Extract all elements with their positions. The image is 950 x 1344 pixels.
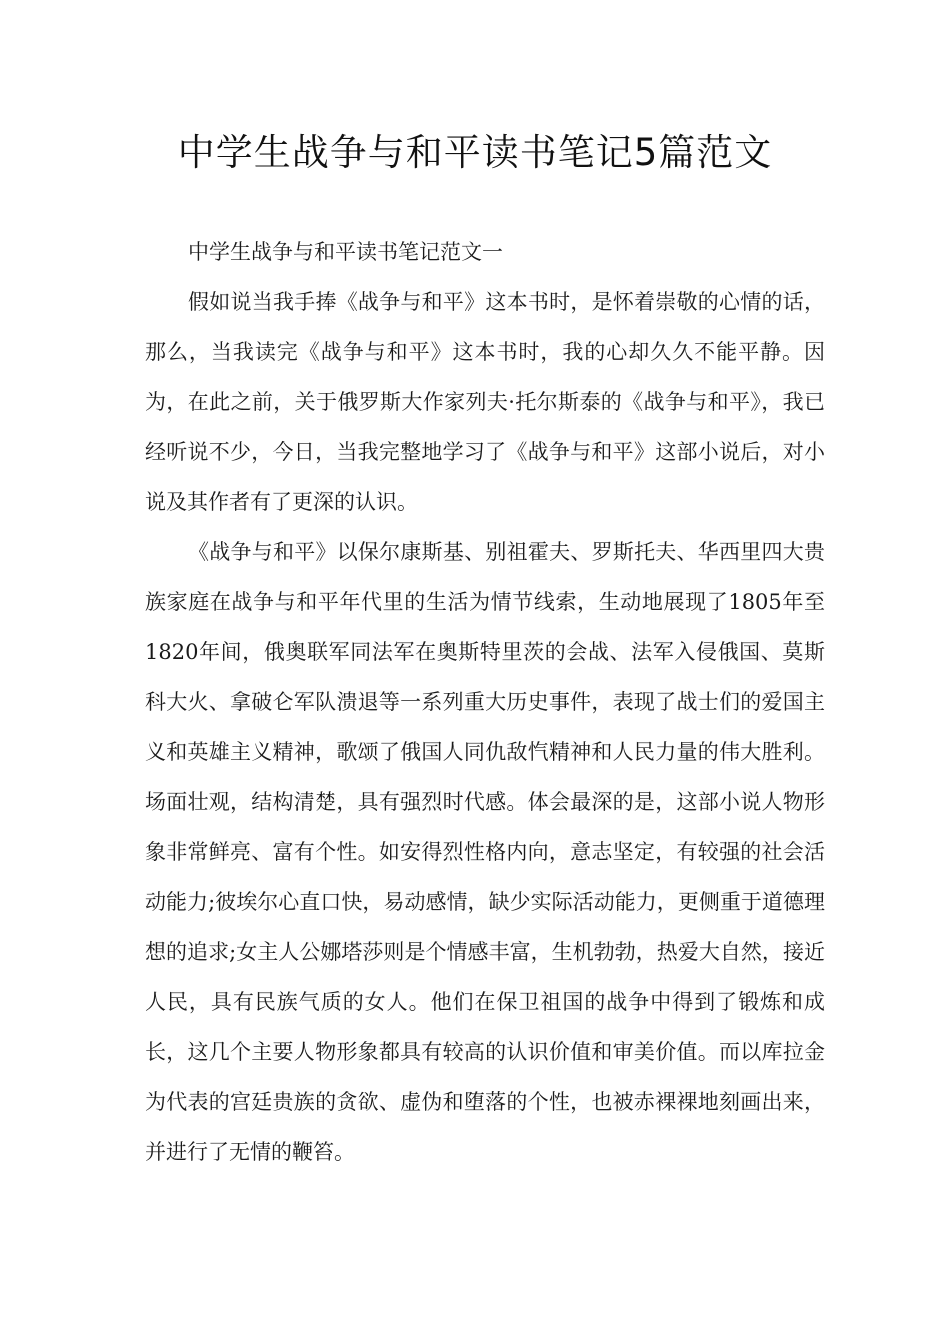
section-heading: 中学生战争与和平读书笔记范文一 [188,240,503,264]
document-title: 中学生战争与和平读书笔记5篇范文 [177,131,773,174]
paragraph-intro: 假如说当我手捧《战争与和平》这本书时，是怀着崇敬的心情的话，那么，当我读完《战争与和平》这本书时，我的心却久久不能平静。因为，在此之前，关于俄罗斯大作家列夫·托尔斯泰的《战争与和平》，我已经听说不少，今日，当我完整地学习了《战争与和平》这部小说后，对小说及其作者有了更深的认识。 [145,290,825,514]
document-body [145,227,825,1177]
paragraph-summary: 《战争与和平》以保尔康斯基、别祖霍夫、罗斯托夫、华西里四大贵族家庭在战争与和平年代里的生活为情节线索，生动地展现了1805年至1820年间，俄奥联军同法军在奥斯特里茨的会战、法军入侵俄国、莫斯科大火、拿破仑军队溃退等一系列重大历史事件，表现了战士们的爱国主义和英雄主义精神，歌颂了俄国人同仇敌忾精神和人民力量的伟大胜利。场面壮观，结构清楚，具有强烈时代感。体会最深的是，这部小说人物形象非常鲜亮、富有个性。如安得烈性格内向，意志坚定，有较强的社会活动能力;彼埃尔心直口快，易动感情，缺少实际活动能力，更侧重于道德理想的追求;女主人公娜塔莎则是个情感丰富，生机勃勃，热爱大自然，接近人民，具有民族气质的女人。他们在保卫祖国的战争中得到了锻炼和成长，这几个主要人物形象都具有较高的认识价值和审美价值。而以库拉金为代表的宫廷贵族的贪欲、虚伪和堕落的个性，也被赤裸裸地刻画出来，并进行了无情的鞭笞。 [145,540,825,1164]
